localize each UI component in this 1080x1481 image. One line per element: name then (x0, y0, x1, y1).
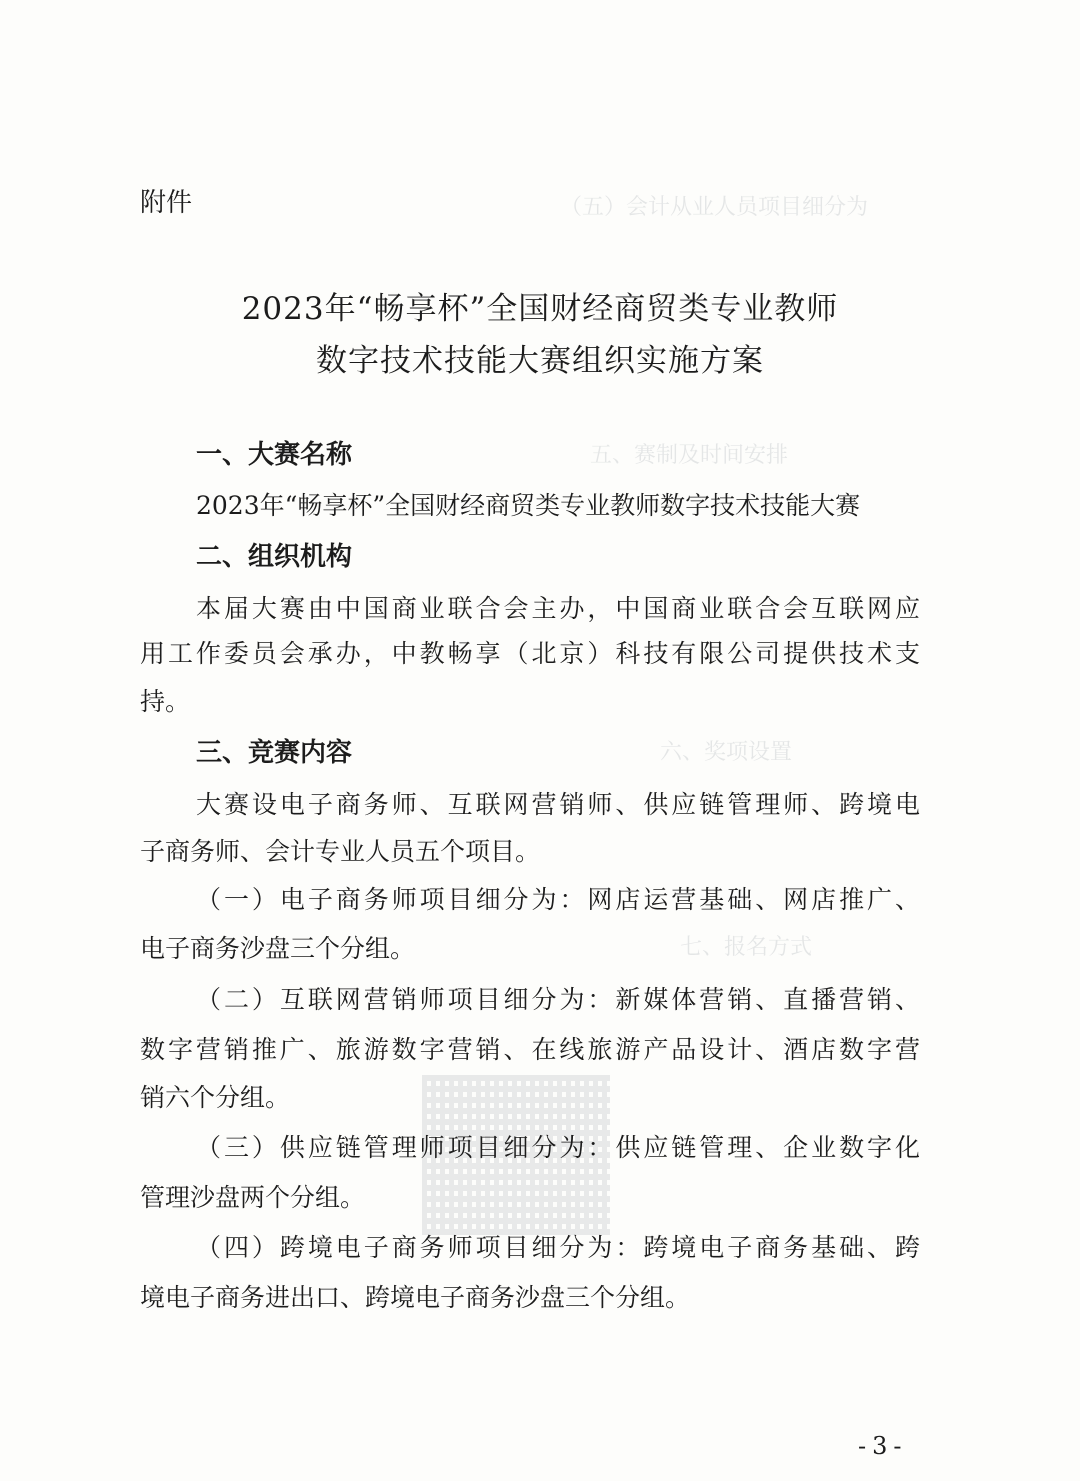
paragraph-line: 本届大赛由中国商业联合会主办，中国商业联合会互联网应 (196, 594, 920, 623)
doc-title-line-1: 2023年“畅享杯”全国财经商贸类专业教师 (241, 291, 839, 327)
page-number: -3- (858, 1432, 908, 1460)
competition-name: 2023年“畅享杯”全国财经商贸类专业教师数字技术技能大赛 (196, 491, 861, 520)
section-heading-2: 二、组织机构 (196, 542, 353, 572)
section-heading-1: 一、大赛名称 (196, 440, 353, 470)
bleed-through-text: 七、报名方式 (680, 935, 813, 960)
doc-title-line-2: 数字技术技能大赛组织实施方案 (316, 343, 764, 379)
paragraph-line: 电子商务沙盘三个分组。 (140, 934, 416, 963)
paragraph-line: 持。 (140, 687, 191, 716)
attachment-label: 附件 (140, 188, 193, 218)
paragraph-line: （三）供应链管理师项目细分为：供应链管理、企业数字化 (196, 1133, 920, 1162)
paragraph-line: （二）互联网营销师项目细分为：新媒体营销、直播营销、 (196, 985, 920, 1014)
paragraph-line: 销六个分组。 (140, 1083, 291, 1112)
bleed-through-text: 五、赛制及时间安排 (590, 443, 789, 468)
paragraph-line: 子商务师、会计专业人员五个项目。 (140, 837, 541, 866)
section-heading-3: 三、竞赛内容 (196, 738, 353, 768)
paragraph-line: 数字营销推广、旅游数字营销、在线旅游产品设计、酒店数字营 (140, 1035, 920, 1064)
bleed-through-text: （五）会计从业人员项目细分为 (560, 195, 869, 220)
paragraph-line: （四）跨境电子商务师项目细分为：跨境电子商务基础、跨 (196, 1233, 920, 1262)
paragraph-line: 用工作委员会承办，中教畅享（北京）科技有限公司提供技术支 (140, 639, 920, 668)
paragraph-line: 境电子商务进出口、跨境电子商务沙盘三个分组。 (140, 1283, 691, 1312)
paragraph-line: 管理沙盘两个分组。 (140, 1183, 366, 1212)
bleed-through-text: 六、奖项设置 (660, 740, 793, 765)
paragraph-line: 大赛设电子商务师、互联网营销师、供应链管理师、跨境电 (196, 790, 920, 819)
paragraph-line: （一）电子商务师项目细分为：网店运营基础、网店推广、 (196, 885, 920, 914)
